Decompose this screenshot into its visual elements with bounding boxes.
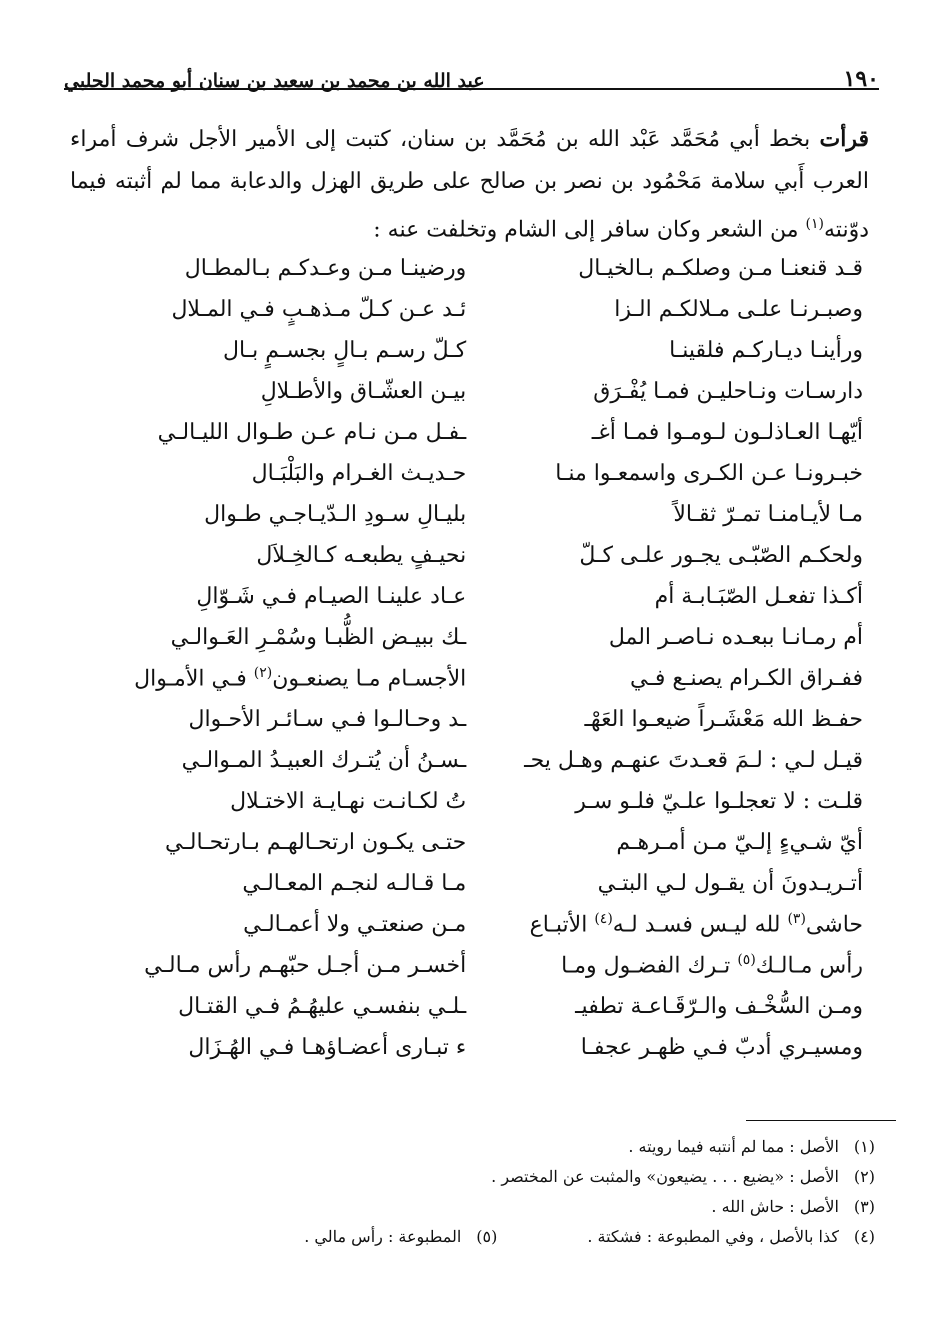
poem bbox=[100, 248, 863, 1068]
verse-first-hemistich bbox=[497, 297, 863, 322]
running-head: عبد الله بن محمد بن سعيد بن سنان أبو محمد الحلبي bbox=[64, 70, 485, 92]
verse-first-hemistich bbox=[497, 338, 863, 363]
verse-second-hemistich bbox=[100, 830, 466, 855]
verse-text: ورضينـا مـن وعـدكـم بـالمطـال bbox=[184, 256, 467, 281]
footnote-text: المطبوعة : رأس مالي . bbox=[304, 1227, 462, 1246]
verse-text: دارسـات ونـاحليـن فمـا يُفْـرَق bbox=[593, 379, 863, 404]
footnote bbox=[304, 1222, 497, 1252]
footnote-rule bbox=[746, 1120, 896, 1121]
verse-line bbox=[100, 740, 863, 781]
verse-first-hemistich bbox=[497, 789, 863, 814]
footnote bbox=[587, 1222, 875, 1252]
verse-second-hemistich bbox=[100, 584, 466, 609]
footnote-ref: (٥) bbox=[737, 952, 756, 969]
verse-text: ـك ببيـض الظُّبـا وسُمْـرِ العَـوالـي bbox=[170, 625, 467, 650]
intro-text-2: من الشعر وكان سافر إلى الشام وتخلفت عنه : bbox=[373, 217, 806, 243]
verse-line bbox=[100, 248, 863, 289]
verse-line bbox=[100, 494, 863, 535]
verse-line bbox=[100, 986, 863, 1027]
footnote-number: (٥) bbox=[476, 1227, 498, 1246]
verse-second-hemistich bbox=[100, 748, 466, 773]
verse-text: مـا قـالـه لنجـم المعـالـي bbox=[242, 871, 467, 896]
verse-text: ء تبـارى أعضـاؤهـا فـي الهُـزَال bbox=[188, 1035, 467, 1060]
verse-text: حاشى bbox=[805, 912, 863, 938]
verse-second-hemistich bbox=[100, 461, 466, 486]
verse-line bbox=[100, 1027, 863, 1068]
intro-lead: قرأت bbox=[819, 126, 869, 152]
verse-text: ولحكـم الصّبّـى يجـور علـى كـلّ bbox=[579, 543, 863, 568]
verse-first-hemistich bbox=[497, 748, 863, 773]
verse-line bbox=[100, 576, 863, 617]
verse-line bbox=[100, 904, 863, 945]
verse-first-hemistich bbox=[497, 420, 863, 445]
verse-text: وصبـرنـا علـى مـلالكـم الـزا bbox=[614, 297, 863, 322]
verse-text: ومـن السُّخْـف والـرّقَـاعـة تطفيـ bbox=[575, 994, 863, 1019]
verse-text: ـد وحـالـوا فـي سـائـر الأحـوال bbox=[188, 707, 467, 732]
verse-text: أخسـر مـن أجـل حبّهـم رأس مـالـي bbox=[144, 953, 467, 978]
verse-second-hemistich bbox=[100, 625, 466, 650]
verse-first-hemistich bbox=[497, 1035, 863, 1060]
verse-text: قلـت : لا تعجلـوا علـيّ فلـو سـر bbox=[575, 789, 863, 814]
verse-text: حتـى يكـون ارتحـالهـم بـارتحـالـي bbox=[165, 830, 467, 855]
verse-first-hemistich bbox=[497, 871, 863, 896]
footnotes bbox=[70, 1132, 875, 1252]
footnote-number: (٤) bbox=[853, 1227, 875, 1246]
verse-text: كـلّ رسـم بـالٍ بجسـمٍ بـال bbox=[223, 338, 467, 363]
verse-second-hemistich bbox=[100, 871, 466, 896]
verse-text: رأس مـالـك bbox=[755, 953, 863, 979]
verse-text: قيـل لـي : لـمَ قعـدتَ عنهـم وهـل يحـ bbox=[524, 748, 863, 773]
footnote-number: (٢) bbox=[853, 1167, 875, 1186]
footnote-ref: (٤) bbox=[594, 911, 613, 928]
verse-text: أكـذا تفعـل الصّبَـابـة أم bbox=[654, 584, 863, 609]
verse-text: تـرك الفضـول ومـا bbox=[561, 953, 738, 979]
verse-line bbox=[100, 330, 863, 371]
verse-line bbox=[100, 822, 863, 863]
verse-second-hemistich bbox=[100, 994, 466, 1019]
verse-line bbox=[100, 658, 863, 699]
verse-text: قـد قنعنـا مـن وصلكـم بـالخيـال bbox=[578, 256, 863, 281]
verse-text: مـا لأيـامنـا تمـرّ ثقـالاً bbox=[673, 502, 863, 527]
verse-second-hemistich bbox=[100, 256, 466, 281]
verse-text: خبـرونـا عـن الكـرى واسمعـوا منـا bbox=[555, 461, 863, 486]
verse-second-hemistich bbox=[100, 707, 466, 732]
header-rule bbox=[64, 88, 879, 90]
footnote-text: كذا بالأصل ، وفي المطبوعة : فشكتة . bbox=[587, 1227, 839, 1246]
footnote-text: الأصل : مما لم أنتبه فيما رويته . bbox=[628, 1137, 839, 1156]
verse-text: أيّ شـيءٍ إلـيّ مـن أمـرهـم bbox=[616, 830, 863, 855]
verse-line bbox=[100, 699, 863, 740]
footnote bbox=[70, 1162, 875, 1192]
verse-second-hemistich bbox=[100, 789, 466, 814]
verse-text: فـي الأمـوال bbox=[134, 666, 254, 692]
footnote-ref: (٢) bbox=[253, 665, 273, 682]
page-header bbox=[64, 56, 879, 92]
verse-text: نحيـفٍ يطبعـه كـالخِـلاَل bbox=[256, 543, 467, 568]
verse-text: بليـالِ سـودِ الـدّيـاجـي طـوال bbox=[204, 502, 467, 527]
verse-line bbox=[100, 945, 863, 986]
verse-first-hemistich bbox=[497, 911, 863, 937]
verse-text: ورأينـا ديـاركـم فلقينـا bbox=[669, 338, 863, 363]
verse-second-hemistich bbox=[100, 543, 466, 568]
verse-first-hemistich bbox=[497, 830, 863, 855]
footnote-text: الأصل : حاش الله . bbox=[711, 1197, 839, 1216]
verse-line bbox=[100, 781, 863, 822]
verse-first-hemistich bbox=[497, 666, 863, 691]
verse-first-hemistich bbox=[497, 461, 863, 486]
verse-first-hemistich bbox=[497, 584, 863, 609]
verse-line bbox=[100, 289, 863, 330]
verse-second-hemistich bbox=[100, 338, 466, 363]
verse-text: الأتبـاع bbox=[529, 912, 595, 938]
intro-text-1: بخط أبي مُحَمَّد عَبْد الله بن مُحَمَّد بن سنان، كتبت إلى الأمير الأجل شرف أمراء العرب أَبي سلامة مَحْمُود بن نصر بن صالح على طريق الهزل والدعابة مما لم أثبته فيما دوّنته bbox=[70, 127, 869, 243]
verse-first-hemistich bbox=[497, 707, 863, 732]
verse-first-hemistich bbox=[497, 256, 863, 281]
verse-second-hemistich bbox=[100, 420, 466, 445]
intro-paragraph bbox=[70, 118, 869, 251]
verse-text: ففـراق الكـرام يصنـع فـي bbox=[630, 666, 863, 691]
verse-second-hemistich bbox=[100, 297, 466, 322]
verse-line bbox=[100, 535, 863, 576]
footnote-number: (٣) bbox=[853, 1197, 875, 1216]
footnote-ref: (٣) bbox=[787, 911, 806, 928]
verse-line bbox=[100, 371, 863, 412]
verse-text: ومسيـري أدبّ فـي ظهـر عجفـا bbox=[580, 1035, 863, 1060]
footnote-number: (١) bbox=[853, 1137, 875, 1156]
verse-line bbox=[100, 453, 863, 494]
verse-text: أم رمـانـا ببعـده نـاصـر المل bbox=[608, 625, 863, 650]
footnote-row bbox=[70, 1222, 875, 1252]
verse-text: حفـظ الله مَعْشَـراً ضيعـوا العَهْـ bbox=[584, 707, 863, 732]
verse-first-hemistich bbox=[497, 543, 863, 568]
verse-text: ئـد عـن كـلّ مـذهـبٍ فـي المـلال bbox=[171, 297, 467, 322]
verse-text: لله ليـس فسـد لـه bbox=[612, 912, 788, 938]
verse-second-hemistich bbox=[100, 953, 466, 978]
verse-text: الأجسـام مـا يصنعـون bbox=[272, 666, 467, 692]
verse-text: حـديـث الغـرام والبَلْبَـال bbox=[251, 461, 467, 486]
verse-first-hemistich bbox=[497, 952, 863, 978]
verse-text: أتـريـدونَ أن يقـول لـي البتـي bbox=[597, 871, 863, 896]
verse-text: أيّهـا العـاذلـون لـومـوا فمـا أغـ bbox=[591, 420, 863, 445]
verse-second-hemistich bbox=[100, 1035, 466, 1060]
verse-text: ـسـنُ أن يُتـرك العبيـدُ المـوالـي bbox=[181, 748, 467, 773]
verse-line bbox=[100, 617, 863, 658]
verse-text: تُ لكـانـت نهـايـة الاختـلال bbox=[230, 789, 467, 814]
verse-second-hemistich bbox=[100, 665, 466, 691]
footnote bbox=[70, 1132, 875, 1162]
verse-text: ـلـي بنفسـي عليهُـمُ فـي القتـال bbox=[178, 994, 467, 1019]
verse-second-hemistich bbox=[100, 379, 466, 404]
verse-text: مـن صنعتـي ولا أعمـالـي bbox=[243, 912, 467, 937]
verse-first-hemistich bbox=[497, 625, 863, 650]
verse-text: ـفـل مـن نـام عـن طـوال الليـالـي bbox=[157, 420, 467, 445]
verse-second-hemistich bbox=[100, 502, 466, 527]
verse-first-hemistich bbox=[497, 994, 863, 1019]
page-number: ١٩٠ bbox=[843, 66, 879, 92]
verse-line bbox=[100, 412, 863, 453]
verse-line bbox=[100, 863, 863, 904]
verse-second-hemistich bbox=[100, 912, 466, 937]
footnote-text: الأصل : «يضيع . . . يضيعون» والمثبت عن المختصر . bbox=[491, 1167, 839, 1186]
verse-text: عـاد علينـا الصيـام فـي شَـوّالِ bbox=[196, 584, 467, 609]
verse-text: بيـن العشّـاق والأطـلالِ bbox=[260, 379, 467, 404]
verse-first-hemistich bbox=[497, 502, 863, 527]
footnote bbox=[70, 1192, 875, 1222]
verse-first-hemistich bbox=[497, 379, 863, 404]
footnote-ref: (١) bbox=[805, 216, 825, 232]
